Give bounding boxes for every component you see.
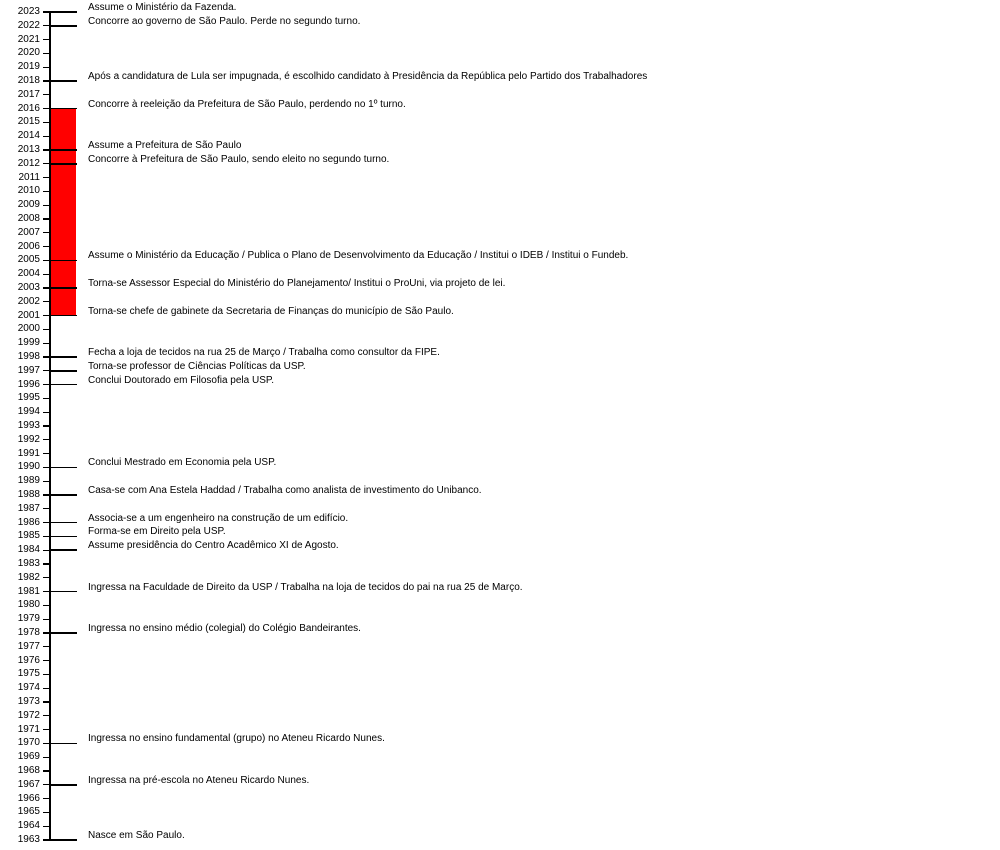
event-leader-line <box>49 632 77 634</box>
year-label: 2002 <box>17 295 40 307</box>
year-label: 2010 <box>17 185 40 197</box>
event-leader-line <box>49 356 77 358</box>
year-tick <box>43 563 49 564</box>
year-tick <box>43 218 49 219</box>
event-label: Nasce em São Paulo. <box>88 830 185 841</box>
year-label: 2012 <box>17 157 40 169</box>
year-tick <box>43 136 49 137</box>
event-label: Concorre à reeleição da Prefeitura de São Paulo, perdendo no 1º turno. <box>88 98 406 110</box>
year-label: 2014 <box>17 130 40 142</box>
event-label: Casa-se com Ana Estela Haddad / Trabalha como analista de investimento do Unibanco. <box>88 485 482 496</box>
year-label: 1978 <box>17 627 40 638</box>
year-label: 2022 <box>17 19 40 31</box>
event-leader-line <box>49 743 77 745</box>
year-tick <box>43 94 49 95</box>
year-tick <box>43 39 49 40</box>
event-leader-line <box>49 315 77 317</box>
year-label: 1984 <box>17 544 40 556</box>
event-leader-line <box>49 522 77 524</box>
event-leader-line <box>49 80 77 82</box>
year-label: 2019 <box>17 61 40 73</box>
event-label: Ingressa no ensino fundamental (grupo) no Ateneu Ricardo Nunes. <box>88 733 385 745</box>
year-label: 1972 <box>17 709 40 721</box>
year-tick <box>43 798 49 799</box>
year-tick <box>43 605 49 606</box>
year-label: 2018 <box>17 75 40 86</box>
year-label: 2021 <box>17 33 40 45</box>
event-label: Torna-se professor de Ciências Políticas da USP. <box>88 360 306 372</box>
year-label: 1995 <box>17 392 40 404</box>
year-tick <box>43 577 49 578</box>
year-label: 1999 <box>17 337 40 349</box>
year-label: 2003 <box>17 282 40 293</box>
year-label: 2006 <box>17 240 40 252</box>
event-label: Conclui Doutorado em Filosofia pela USP. <box>88 374 275 386</box>
year-label: 1992 <box>17 433 40 445</box>
timeline-axis <box>49 12 51 841</box>
event-leader-line <box>49 163 77 165</box>
year-label: 2023 <box>17 6 40 17</box>
year-label: 2000 <box>17 323 40 335</box>
year-tick <box>43 412 49 413</box>
event-leader-line <box>49 25 77 27</box>
year-label: 1988 <box>17 489 40 500</box>
year-label: 1982 <box>17 571 40 583</box>
year-label: 1996 <box>17 378 40 390</box>
event-label: Assume a Prefeitura de São Paulo <box>88 140 242 151</box>
year-tick <box>43 205 49 206</box>
event-label: Assume o Ministério da Fazenda. <box>88 2 237 13</box>
year-label: 1980 <box>17 599 40 611</box>
year-label: 2013 <box>17 144 40 155</box>
year-label: 2008 <box>17 213 40 224</box>
year-tick <box>43 770 49 771</box>
year-label: 1973 <box>17 696 40 707</box>
year-tick <box>43 757 49 758</box>
year-label: 2017 <box>17 88 40 100</box>
year-tick <box>43 301 49 302</box>
year-tick <box>43 674 49 675</box>
year-tick <box>43 688 49 689</box>
year-tick <box>43 715 49 716</box>
event-label: Fecha a loja de tecidos na rua 25 de Março / Trabalha como consultor da FIPE. <box>88 347 440 358</box>
year-label: 1976 <box>17 654 40 666</box>
year-label: 1986 <box>17 516 40 528</box>
year-tick <box>43 274 49 275</box>
year-label: 1985 <box>17 530 40 542</box>
year-label: 2020 <box>17 47 40 59</box>
year-label: 1965 <box>17 806 40 818</box>
year-label: 1964 <box>17 820 40 832</box>
year-label: 1987 <box>17 502 40 514</box>
event-leader-line <box>49 467 77 469</box>
event-leader-line <box>49 108 77 110</box>
year-tick <box>43 646 49 647</box>
year-tick <box>43 729 49 730</box>
event-leader-line <box>49 536 77 538</box>
event-leader-line <box>49 839 77 841</box>
event-label: Assume presidência do Centro Acadêmico XI de Agosto. <box>88 540 339 552</box>
event-label: Associa-se a um engenheiro na construção de um edifício. <box>88 512 349 524</box>
event-leader-line <box>49 370 77 372</box>
year-label: 1968 <box>17 765 40 776</box>
year-label: 1970 <box>17 737 40 749</box>
event-leader-line <box>49 384 77 386</box>
year-label: 2009 <box>17 199 40 211</box>
year-label: 1975 <box>17 668 40 680</box>
event-leader-line <box>49 149 77 151</box>
year-tick <box>43 812 49 813</box>
year-tick <box>43 122 49 123</box>
year-label: 2007 <box>17 226 40 238</box>
event-leader-line <box>49 287 77 289</box>
event-label: Torna-se chefe de gabinete da Secretaria de Finanças do município de São Paulo. <box>88 305 454 317</box>
year-tick <box>43 191 49 192</box>
event-label: Assume o Ministério da Educação / Publica o Plano de Desenvolvimento da Educação / Institui o IDEB / Institui o Fundeb. <box>88 250 629 262</box>
event-label: Ingressa na Faculdade de Direito da USP / Trabalha na loja de tecidos do pai na rua 25 de Março. <box>88 581 523 593</box>
year-label: 1994 <box>17 406 40 418</box>
year-tick <box>43 329 49 330</box>
year-label: 1983 <box>17 558 40 569</box>
year-tick <box>43 826 49 827</box>
year-label: 2001 <box>17 309 40 321</box>
event-leader-line <box>49 549 77 551</box>
year-label: 2011 <box>18 171 40 183</box>
event-leader-line <box>49 11 77 13</box>
year-tick <box>43 67 49 68</box>
year-tick <box>43 660 49 661</box>
event-label: Após a candidatura de Lula ser impugnada, é escolhido candidato à Presidência da República pelo Partido dos Trabalhadores <box>88 71 648 82</box>
year-label: 2016 <box>17 102 40 114</box>
year-tick <box>43 508 49 509</box>
event-label: Torna-se Assessor Especial do Ministério do Planejamento/ Institui o ProUni, via projeto de lei. <box>88 278 506 289</box>
year-label: 2005 <box>17 254 40 266</box>
year-tick <box>43 619 49 620</box>
year-tick <box>43 481 49 482</box>
year-tick <box>43 343 49 344</box>
event-label: Concorre ao governo de São Paulo. Perde no segundo turno. <box>88 15 361 27</box>
year-tick <box>43 425 49 426</box>
event-leader-line <box>49 260 77 262</box>
year-label: 1969 <box>17 751 40 763</box>
year-tick <box>43 53 49 54</box>
year-tick <box>43 439 49 440</box>
year-tick <box>43 246 49 247</box>
event-leader-line <box>49 591 77 593</box>
year-label: 1998 <box>17 351 40 362</box>
year-label: 1966 <box>17 792 40 804</box>
year-label: 1971 <box>17 723 40 735</box>
year-label: 1989 <box>17 475 40 487</box>
year-label: 1993 <box>17 420 40 431</box>
year-tick <box>43 398 49 399</box>
year-tick <box>43 453 49 454</box>
year-label: 1997 <box>17 364 40 376</box>
year-tick <box>43 232 49 233</box>
year-label: 2015 <box>17 116 40 128</box>
year-tick <box>43 701 49 702</box>
event-leader-line <box>49 494 77 496</box>
year-label: 2004 <box>17 268 40 280</box>
year-label: 1967 <box>17 778 40 790</box>
year-label: 1990 <box>17 461 40 473</box>
year-label: 1979 <box>17 613 40 625</box>
year-tick <box>43 177 49 178</box>
year-label: 1981 <box>17 585 40 597</box>
year-label: 1963 <box>17 834 40 845</box>
event-label: Conclui Mestrado em Economia pela USP. <box>88 457 277 469</box>
year-label: 1974 <box>17 682 40 694</box>
event-label: Forma-se em Direito pela USP. <box>88 526 226 538</box>
event-label: Concorre à Prefeitura de São Paulo, sendo eleito no segundo turno. <box>88 153 390 165</box>
event-label: Ingressa no ensino médio (colegial) do Colégio Bandeirantes. <box>88 623 361 634</box>
event-leader-line <box>49 784 77 786</box>
event-label: Ingressa na pré-escola no Ateneu Ricardo Nunes. <box>88 774 310 786</box>
year-label: 1991 <box>17 447 40 459</box>
year-label: 1977 <box>17 640 40 652</box>
tenure-highlight-bar <box>51 109 76 316</box>
